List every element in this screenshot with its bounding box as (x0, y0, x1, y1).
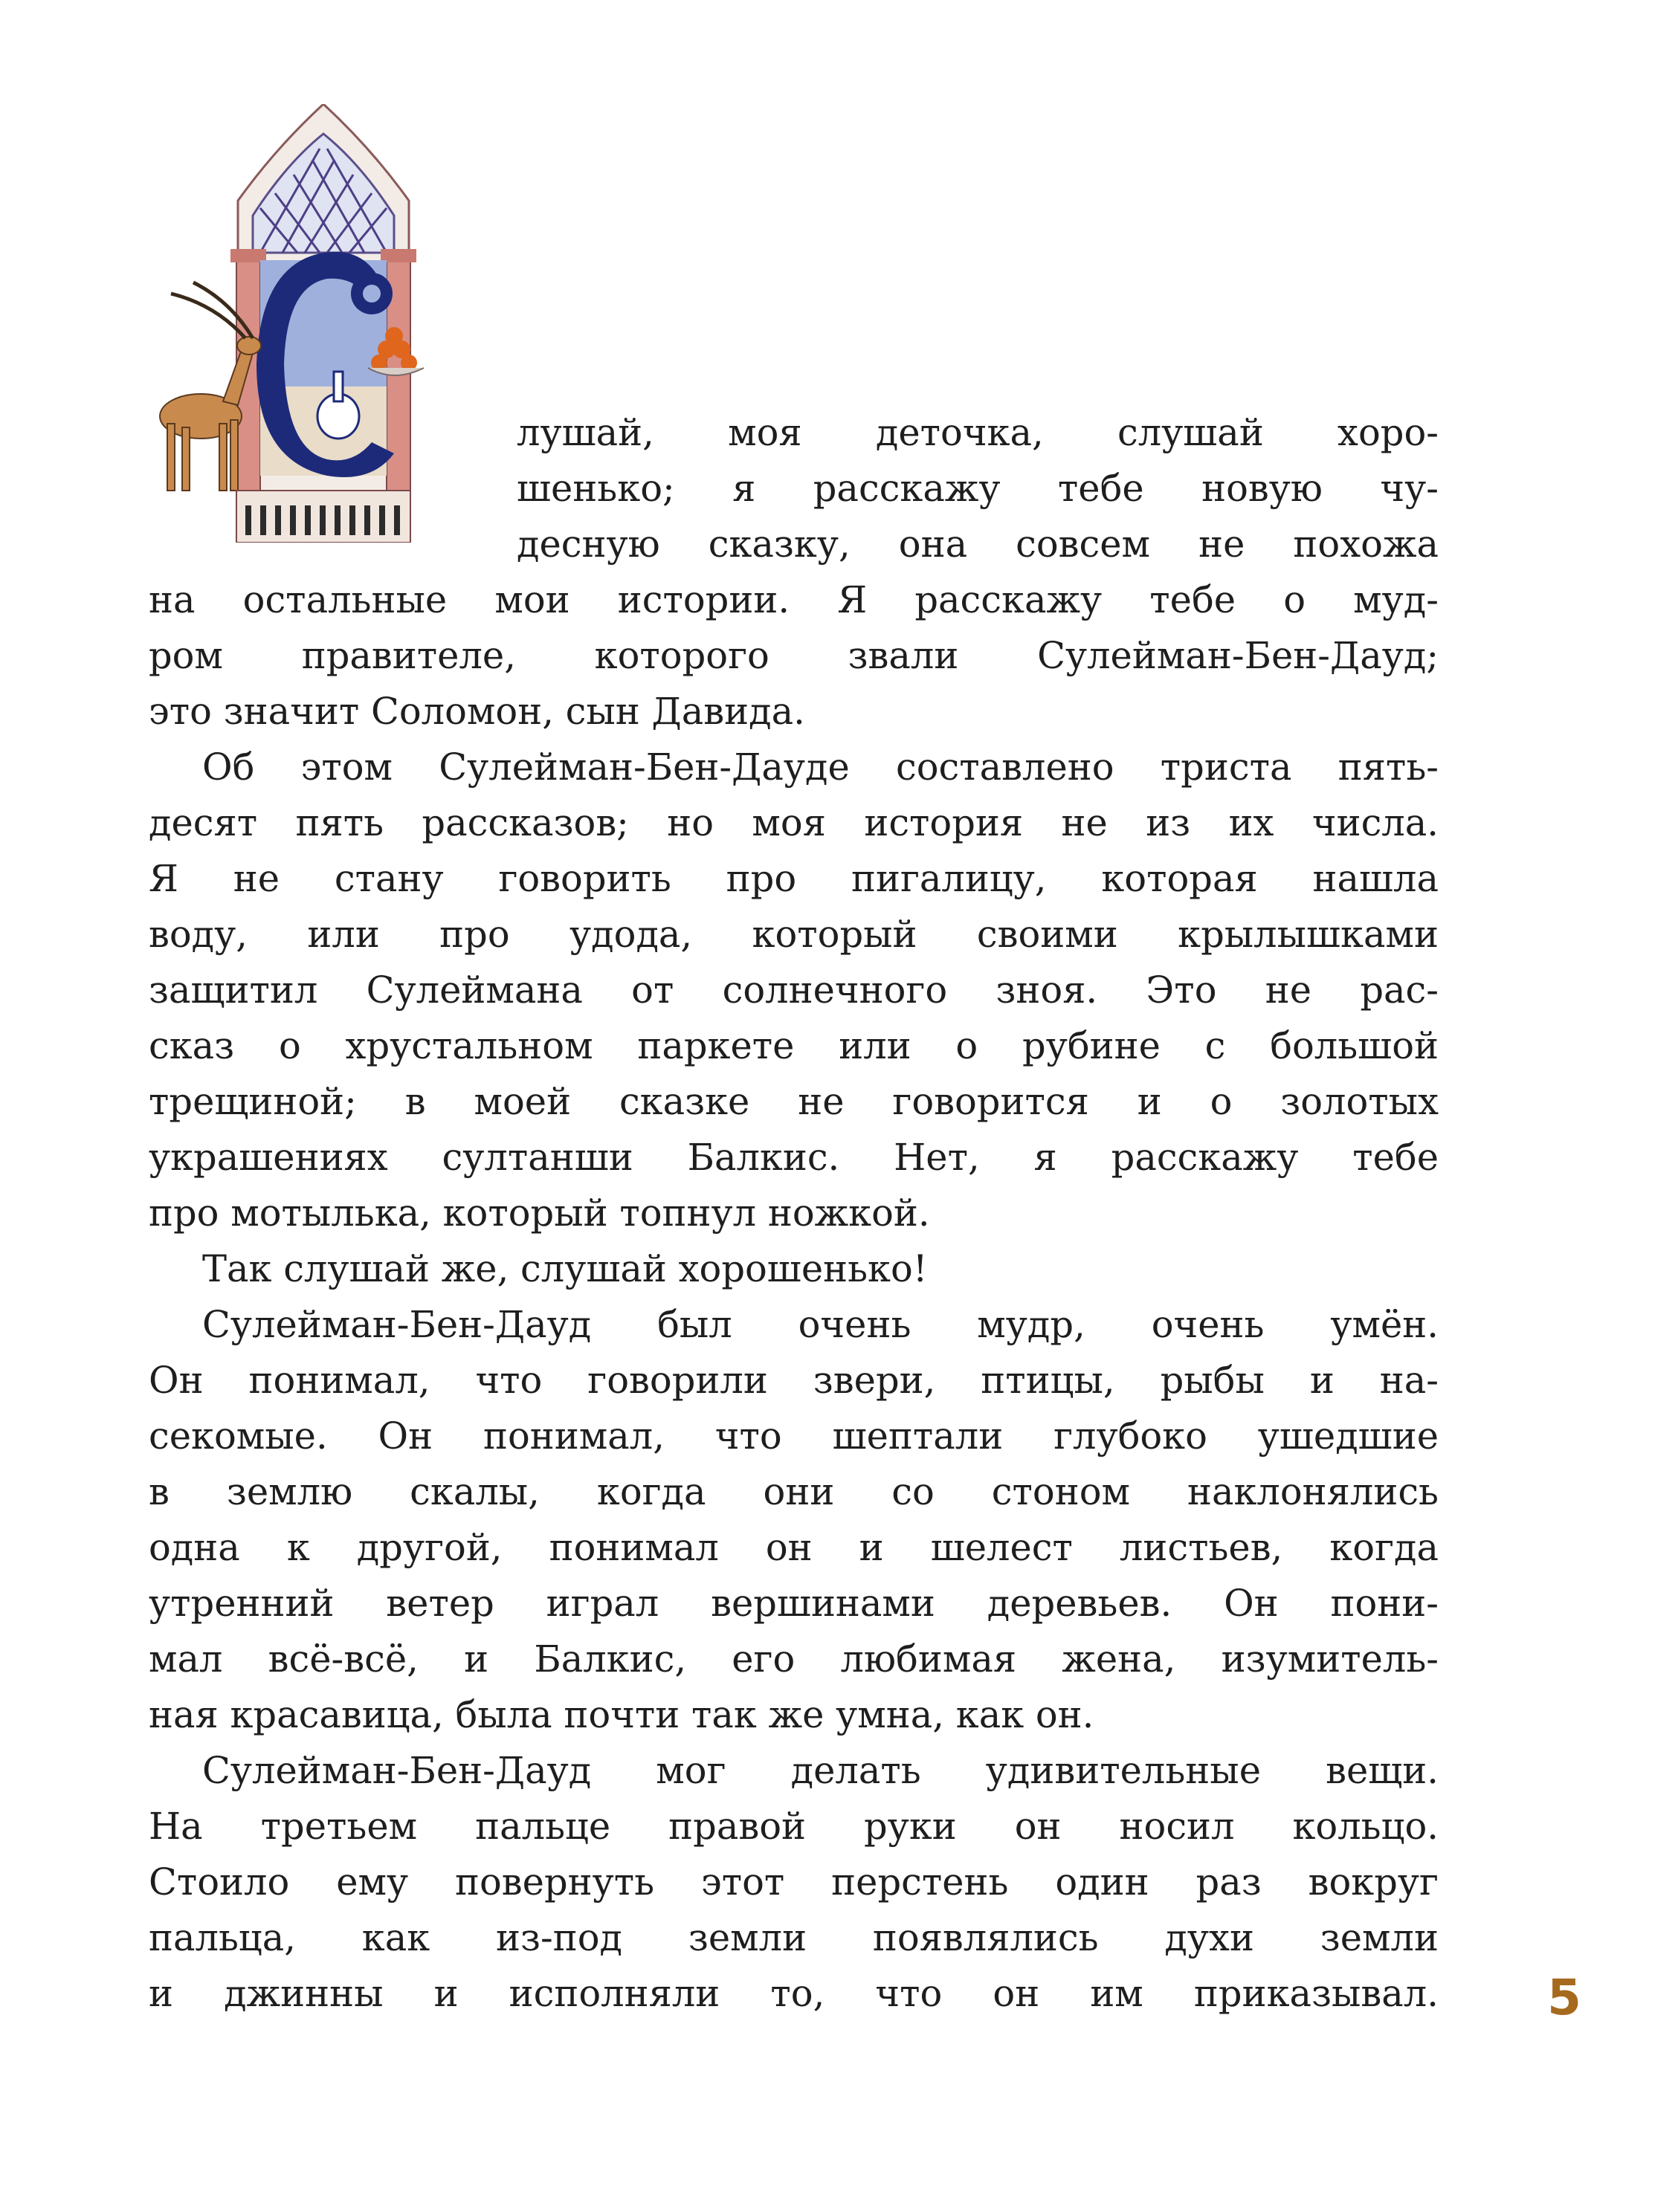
paragraph-5 (149, 1743, 1439, 1799)
line: Я не стану говорить про пигалицу, которая нашла (149, 857, 1439, 900)
line: Об этом Сулейман-Бен-Дауде составлено триста пять- (202, 746, 1439, 789)
line: Сулейман-Бен-Дауд мог делать удивительные вещи. (202, 1749, 1439, 1792)
line: воду, или про удода, который своими крылышками (149, 913, 1439, 956)
line: Так слушай же, слушай хорошенько! (202, 1247, 928, 1290)
line: пальца, как из-под земли появлялись духи земли (149, 1916, 1439, 1959)
line: На третьем пальце правой руки он носил кольцо. (149, 1805, 1439, 1848)
line: ром правителе, которого звали Сулейман-Бен-Дауд; (149, 634, 1439, 677)
line: десят пять рассказов; но моя история не из их числа. (149, 801, 1439, 844)
line: мал всё-всё, и Балкис, его любимая жена, изумитель- (149, 1637, 1439, 1681)
line: и джинны и исполняли то, что он им приказывал. (149, 1972, 1439, 2015)
line: шенько; я расскажу тебе новую чу- (517, 467, 1439, 510)
paragraph-4-continued (149, 1353, 1439, 1743)
line: на остальные мои истории. Я расскажу тебе о муд- (149, 578, 1439, 621)
page-number: 5 (1547, 1969, 1581, 2026)
paragraph-2 (149, 740, 1439, 795)
line: лушай, моя деточка, слушай хоро- (517, 411, 1439, 454)
line: ная красавица, была почти так же умна, как он. (149, 1693, 1094, 1736)
line: сказ о хрустальном паркете или о рубине с большой (149, 1024, 1439, 1067)
line: Стоило ему повернуть этот перстень один раз вокруг (149, 1860, 1439, 1904)
line: десную сказку, она совсем не похожа (517, 523, 1439, 566)
line: про мотылька, который топнул ножкой. (149, 1191, 930, 1235)
paragraph-2-continued (149, 795, 1439, 1241)
line: секомые. Он понимал, что шептали глубоко ушедшие (149, 1414, 1439, 1458)
line: Он понимал, что говорили звери, птицы, рыбы и на- (149, 1359, 1439, 1402)
line: Сулейман-Бен-Дауд был очень мудр, очень умён. (202, 1303, 1439, 1346)
line: утренний ветер играл вершинами деревьев. Он пони- (149, 1582, 1439, 1625)
line: это значит Соломон, сын Давида. (149, 690, 805, 733)
paragraph-1-continued (149, 572, 1439, 740)
paragraph-4 (149, 1297, 1439, 1353)
story-text (149, 405, 1439, 2022)
paragraph-1 (149, 405, 1439, 572)
line: защитил Сулеймана от солнечного зноя. Это не рас- (149, 968, 1439, 1012)
line: в землю скалы, когда они со стоном наклонялись (149, 1470, 1439, 1513)
line: одна к другой, понимал он и шелест листьев, когда (149, 1526, 1439, 1569)
paragraph-3 (149, 1241, 1439, 1297)
line: трещиной; в моей сказке не говорится и о золотых (149, 1080, 1439, 1123)
line: украшениях султанши Балкис. Нет, я расскажу тебе (149, 1136, 1439, 1179)
paragraph-5-continued (149, 1799, 1439, 2022)
